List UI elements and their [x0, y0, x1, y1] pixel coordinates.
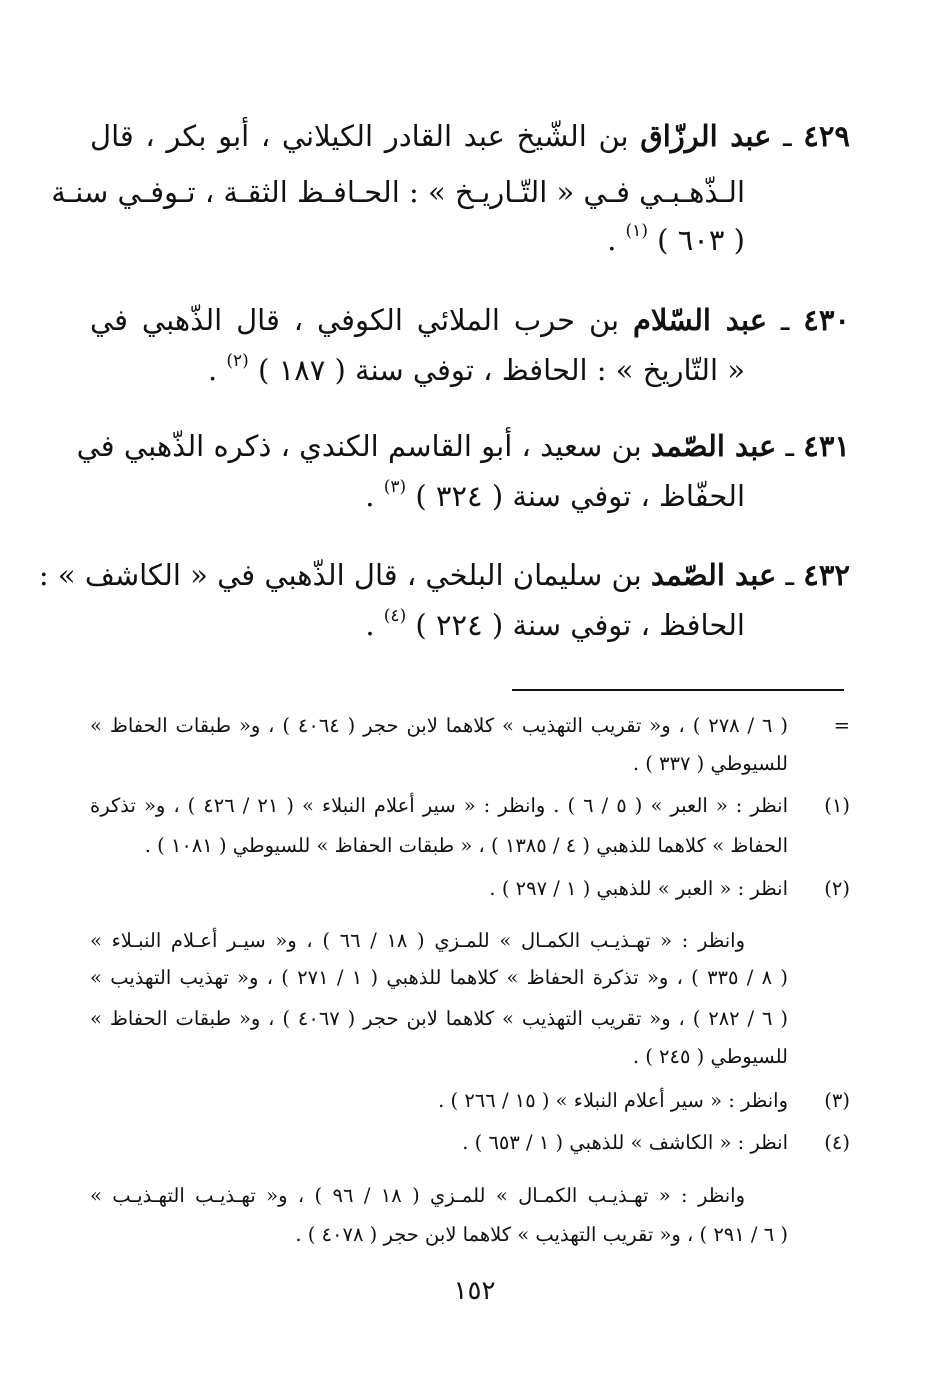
- footnote-mark: (٢): [824, 877, 850, 900]
- entry-number: ٤٢٩: [803, 119, 850, 153]
- entry-name: عبد الصّمد: [650, 558, 777, 592]
- entry-text: الـذّهـبـي فـي « التّـاريـخ » : الحـافـظ الثقـة ، تـوفـي سنـة: [51, 175, 745, 209]
- footnote-ref: (٣): [383, 477, 407, 497]
- entry-dash: ـ: [783, 119, 792, 153]
- page-number: ١٥٢: [453, 1276, 496, 1306]
- footnote-text: انظر : « العبر » ( ٥ / ٦ ) . وانظر : « سير أعلام النبلاء » ( ٢١ / ٤٢٦ ) ، و« تذكرة: [90, 794, 789, 817]
- entry-name: عبد الرزّاق: [640, 119, 772, 153]
- footnote-separator: [512, 689, 844, 691]
- entry-line: [90, 222, 745, 258]
- entry-text: .: [365, 608, 384, 642]
- footnote-text: للسيوطي ( ٢٤٥ ) .: [632, 1045, 788, 1068]
- footnote-text: ( ٨ / ٣٣٥ ) ، و« تذكرة الحفاظ » كلاهما للذهبي ( ١ / ٢٧١ ) ، و« تهذيب التهذيب »: [90, 966, 789, 989]
- entry-line: [90, 118, 850, 154]
- footnote-text: وانظر : « تهـذيـب الكمـال » للمـزي ( ١٨ / ٦٦ ) ، و« سيـر أعـلام النبـلاء »: [90, 929, 745, 952]
- entry-text: .: [207, 353, 227, 387]
- continuation-mark: =: [833, 714, 850, 737]
- footnote-text: انظر : « العبر » للذهبي ( ١ / ٢٩٧ ) .: [489, 877, 788, 900]
- entry-line: [90, 302, 850, 338]
- entry-text: بن حرب الملائي الكوفي ، قال الذّهبي في: [90, 303, 633, 337]
- footnote-text: الحفاظ » كلاهما للذهبي ( ٤ / ١٣٨٥ ) ، « طبقات الحفاظ » للسيوطي ( ١٠٨١ ) .: [144, 834, 788, 857]
- entry-name: عبد الصّمد: [650, 429, 777, 463]
- entry-dash: ـ: [785, 429, 795, 463]
- footnote-text: ( ٦ / ٢٨٢ ) ، و« تقريب التهذيب » كلاهما لابن حجر ( ٤٠٦٧ ) ، و« طبقات الحفاظ »: [90, 1007, 788, 1030]
- entry-text: بن سليمان البلخي ، قال الذّهبي في « الكاشف » :: [38, 558, 651, 592]
- entry-number: ٤٣١: [803, 429, 850, 463]
- entry-text: الحفّاظ ، توفي سنة ( ٣٢٤ ): [406, 479, 745, 513]
- footnote-text: انظر : « الكاشف » للذهبي ( ١ / ٦٥٣ ) .: [462, 1131, 788, 1154]
- entry-text: .: [607, 223, 626, 257]
- entry-text: بن الشّيخ عبد القادر الكيلاني ، أبو بكر ، قال: [90, 119, 641, 153]
- footnote-text: وانظر : « سير أعلام النبلاء » ( ١٥ / ٢٦٦ ) .: [438, 1089, 788, 1112]
- footnote-ref: (١): [625, 221, 648, 241]
- entry-number: ٤٣٢: [803, 558, 850, 592]
- entry-line: [90, 607, 745, 643]
- entry-text: بن سعيد ، أبو القاسم الكندي ، ذكره الذّهبي في: [76, 429, 651, 463]
- entry-number: ٤٣٠: [803, 303, 851, 337]
- entry-name: عبد السّلام: [632, 303, 768, 337]
- footnote-text: ( ٦ / ٢٧٨ ) ، و« تقريب التهذيب » كلاهما لابن حجر ( ٤٠٦٤ ) ، و« طبقات الحفاظ »: [90, 714, 788, 737]
- entry-dash: ـ: [780, 303, 790, 337]
- entry-text: « التّاريخ » : الحافظ ، توفي سنة ( ١٨٧ ): [248, 353, 745, 387]
- entry-line: [51, 174, 745, 210]
- entry-line: [38, 557, 850, 593]
- entry-text: ( ٦٠٣ ): [647, 223, 745, 257]
- entry-line: [76, 428, 850, 464]
- footnote-ref: (٢): [226, 351, 249, 371]
- entry-dash: ـ: [785, 558, 795, 592]
- entry-line: [90, 352, 745, 388]
- footnote-ref: (٤): [383, 606, 407, 626]
- entry-text: الحافظ ، توفي سنة ( ٢٢٤ ): [406, 608, 745, 642]
- entry-line: [90, 478, 745, 514]
- footnote-text: ( ٦ / ٢٩١ ) ، و« تقريب التهذيب » كلاهما لابن حجر ( ٤٠٧٨ ) .: [295, 1223, 788, 1246]
- footnote-text: للسيوطي ( ٣٣٧ ) .: [632, 752, 788, 775]
- footnote-mark: (٤): [824, 1131, 850, 1154]
- footnote-text: وانظر : « تهـذيـب الكمـال » للمـزي ( ١٨ / ٩٦ ) ، و« تهـذيـب التهـذيـب »: [90, 1184, 745, 1207]
- entry-text: .: [365, 479, 384, 513]
- footnote-mark: (٣): [824, 1089, 850, 1112]
- footnote-mark: (١): [824, 794, 850, 817]
